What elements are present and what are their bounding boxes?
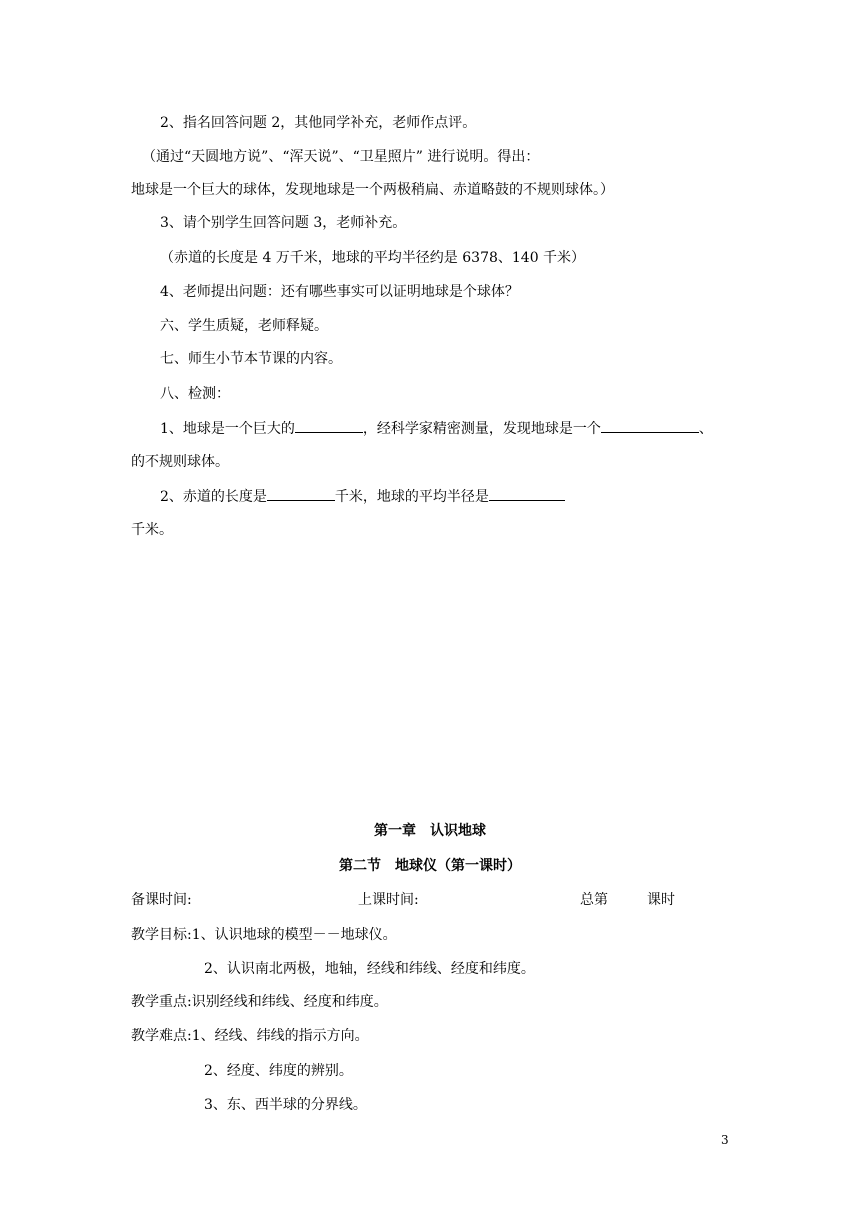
difficulty-item: 3、东、西半球的分界线。 — [204, 1097, 367, 1113]
difficulty-item: 2、经度、纬度的辨别。 — [204, 1063, 353, 1079]
prep-time-label: 备课时间: — [131, 892, 192, 908]
chapter-title: 第一章 认识地球 — [374, 823, 486, 839]
goal-label: 教学目标: — [131, 927, 192, 943]
answer-blank[interactable] — [601, 418, 699, 433]
quiz-text: 、 — [698, 421, 713, 437]
paragraph: （赤道的长度是 4 万千米，地球的平均半径约是 6378、140 千米） — [160, 250, 586, 266]
paragraph: 2、指名回答问题 2，其他同学补充，老师作点评。 — [160, 115, 477, 131]
key-label: 教学重点: — [131, 994, 192, 1010]
paragraph: 七、师生小节本节课的内容。 — [160, 351, 342, 367]
page-number: 3 — [721, 1133, 729, 1147]
quiz-text: 千米，地球的平均半径是 — [334, 489, 489, 505]
paragraph: 千米。 — [131, 522, 173, 538]
answer-blank[interactable] — [295, 418, 363, 433]
paragraph: 4、老师提出问题：还有哪些事实可以证明地球是个球体？ — [160, 284, 519, 300]
quiz-text: 1、地球是一个巨大的 — [160, 421, 295, 437]
difficulty-label: 教学难点: — [131, 1028, 192, 1044]
goal-item: 2、认识南北两极，地轴，经线和纬线、经度和纬度。 — [204, 961, 535, 977]
difficulty-row — [131, 1026, 369, 1046]
paragraph: 六、学生质疑，老师释疑。 — [160, 318, 328, 334]
paragraph: 八、检测： — [160, 386, 230, 402]
goal-item: 1、认识地球的模型－－地球仪。 — [191, 927, 397, 943]
paragraph: 地球是一个巨大的球体，发现地球是一个两极稍扁、赤道略鼓的不规则球体。） — [131, 182, 614, 198]
lesson-unit-label: 课时 — [647, 892, 675, 908]
paragraph: （通过“天圆地方说”、“浑天说”、“卫星照片” 进行说明。得出： — [142, 149, 540, 165]
quiz-question-2 — [160, 486, 565, 507]
section-title: 第二节 地球仪（第一课时） — [339, 858, 521, 874]
class-time-label: 上课时间: — [358, 892, 419, 908]
key-item: 识别经线和纬线、经度和纬度。 — [191, 994, 388, 1010]
key-point-row — [131, 992, 388, 1012]
teaching-goal-row — [131, 925, 397, 945]
answer-blank[interactable] — [267, 486, 335, 501]
difficulty-item: 1、经线、纬线的指示方向。 — [191, 1028, 369, 1044]
total-lesson-label: 总第 — [580, 892, 608, 908]
paragraph: 的不规则球体。 — [131, 454, 229, 470]
paragraph: 3、请个别学生回答问题 3，老师补充。 — [160, 215, 407, 231]
answer-blank[interactable] — [489, 486, 565, 501]
quiz-question-1 — [160, 418, 713, 439]
quiz-text: 2、赤道的长度是 — [160, 489, 267, 505]
quiz-text: ，经科学家精密测量，发现地球是一个 — [362, 421, 601, 437]
